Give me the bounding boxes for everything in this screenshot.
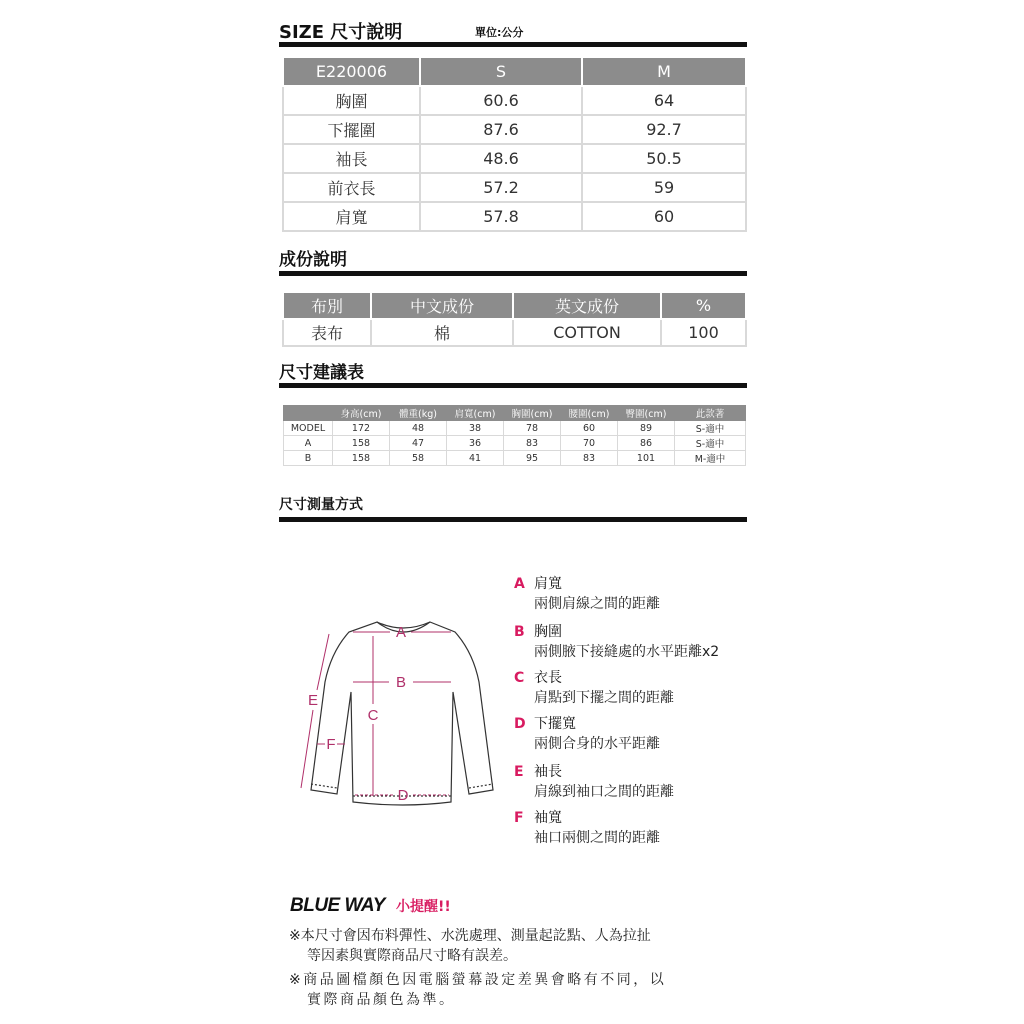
table-row	[283, 202, 746, 231]
header-cell: 此款著	[675, 406, 746, 421]
table-cell: S-適中	[675, 436, 746, 451]
table-cell: 38	[447, 421, 504, 436]
header-cell: M	[582, 57, 746, 86]
size-table-header	[283, 57, 746, 86]
suggest-section-header	[279, 358, 747, 388]
table-cell: M-適中	[675, 451, 746, 466]
legend-name: 肩寬	[534, 576, 562, 592]
legend-name: 下擺寬	[534, 716, 576, 732]
diagram-label-d: D	[397, 787, 409, 804]
table-row	[284, 436, 746, 451]
table-cell: 57.2	[420, 173, 582, 202]
table-cell: 58	[390, 451, 447, 466]
reminder-note-1: ※本尺寸會因布料彈性、水洗處理、測量起訖點、人為拉扯	[289, 928, 651, 944]
table-cell: 胸圍	[283, 86, 420, 115]
table-cell: 92.7	[582, 115, 746, 144]
table-cell: 158	[333, 436, 390, 451]
table-cell: 47	[390, 436, 447, 451]
table-row	[283, 319, 746, 346]
table-cell: 89	[618, 421, 675, 436]
table-row	[283, 144, 746, 173]
table-cell: 48.6	[420, 144, 582, 173]
table-cell: 100	[661, 319, 746, 346]
shirt-outline	[311, 622, 493, 805]
table-row	[283, 173, 746, 202]
legend-letter: D	[514, 716, 526, 732]
legend-item-a	[514, 574, 660, 614]
size-table	[282, 56, 747, 232]
table-cell: 棉	[371, 319, 513, 346]
table-cell: 78	[504, 421, 561, 436]
material-table	[282, 291, 747, 347]
header-cell: 胸圍(cm)	[504, 406, 561, 421]
diagram-label-a: A	[395, 624, 407, 641]
header-cell: 布別	[283, 292, 371, 319]
legend-letter: E	[514, 764, 524, 780]
table-cell: 86	[618, 436, 675, 451]
legend-desc: 兩側肩線之間的距離	[534, 596, 660, 612]
header-cell: E220006	[283, 57, 420, 86]
measure-letters	[308, 624, 409, 804]
table-cell: 50.5	[582, 144, 746, 173]
table-row	[283, 86, 746, 115]
table-row	[284, 421, 746, 436]
legend-name: 胸圍	[534, 624, 562, 640]
table-cell: 70	[561, 436, 618, 451]
table-cell: 60	[582, 202, 746, 231]
legend-desc: 兩側合身的水平距離	[534, 736, 660, 752]
header-cell: 肩寬(cm)	[447, 406, 504, 421]
table-cell: 57.8	[420, 202, 582, 231]
header-cell: 體重(kg)	[390, 406, 447, 421]
unit-label: 單位:公分	[475, 26, 524, 39]
legend-item-d	[514, 714, 660, 754]
diagram-label-e: E	[307, 692, 319, 709]
table-cell: 60	[561, 421, 618, 436]
table-cell: 101	[618, 451, 675, 466]
reminder-heading	[290, 895, 451, 917]
reminder-title: 小提醒!!	[395, 899, 451, 915]
legend-letter: A	[514, 576, 525, 592]
legend-desc: 兩側腋下接縫處的水平距離x2	[534, 644, 720, 660]
material-table-header	[283, 292, 746, 319]
legend-item-b	[514, 622, 719, 662]
table-cell: 表布	[283, 319, 371, 346]
legend-desc: 袖口兩側之間的距離	[534, 830, 660, 846]
size-section-title: SIZE 尺寸說明	[279, 22, 403, 43]
table-cell: 95	[504, 451, 561, 466]
table-cell: 60.6	[420, 86, 582, 115]
table-cell: 158	[333, 451, 390, 466]
suggest-table	[283, 405, 746, 466]
header-cell: 腰圍(cm)	[561, 406, 618, 421]
legend-desc: 肩線到袖口之間的距離	[534, 784, 674, 800]
table-cell: 前衣長	[283, 173, 420, 202]
legend-name: 衣長	[534, 670, 562, 686]
table-cell: 64	[582, 86, 746, 115]
legend-letter: C	[514, 670, 525, 686]
table-cell: 下擺圍	[283, 115, 420, 144]
diagram-label-c: C	[367, 707, 379, 724]
legend-name: 袖長	[534, 764, 562, 780]
size-section-header	[279, 18, 747, 47]
table-row	[283, 115, 746, 144]
material-section-header	[279, 245, 747, 276]
table-cell: A	[284, 436, 333, 451]
table-row	[284, 451, 746, 466]
header-cell: %	[661, 292, 746, 319]
table-cell: 87.6	[420, 115, 582, 144]
legend-desc: 肩點到下擺之間的距離	[534, 690, 674, 706]
table-cell: 48	[390, 421, 447, 436]
table-cell: 36	[447, 436, 504, 451]
legend-item-e	[514, 762, 674, 802]
table-cell: 59	[582, 173, 746, 202]
legend-item-c	[514, 668, 674, 708]
diagram-label-f: F	[326, 736, 336, 753]
legend-name: 袖寬	[534, 810, 562, 826]
legend-letter: F	[514, 810, 524, 826]
measure-section-title: 尺寸測量方式	[279, 497, 363, 513]
suggest-section-title: 尺寸建議表	[279, 363, 364, 383]
reminder-note-4: 實際商品顏色為準。	[307, 992, 456, 1008]
measure-section-header	[279, 494, 747, 522]
brand-logo: BLUE WAY	[290, 895, 385, 916]
table-cell: 41	[447, 451, 504, 466]
garment-diagram	[293, 612, 503, 812]
header-cell: 身高(cm)	[333, 406, 390, 421]
table-cell: 袖長	[283, 144, 420, 173]
legend-item-f	[514, 808, 660, 848]
reminder-note-3: ※商品圖檔顏色因電腦螢幕設定差異會略有不同，以	[289, 972, 667, 988]
reminder-note-2: 等因素與實際商品尺寸略有誤差。	[307, 948, 517, 964]
table-cell: 172	[333, 421, 390, 436]
table-cell: 83	[504, 436, 561, 451]
legend-letter: B	[514, 624, 525, 640]
suggest-table-header	[284, 406, 746, 421]
table-cell: B	[284, 451, 333, 466]
diagram-label-b: B	[395, 674, 407, 691]
header-cell: S	[420, 57, 582, 86]
table-cell: 83	[561, 451, 618, 466]
table-cell: COTTON	[513, 319, 661, 346]
header-cell: 英文成份	[513, 292, 661, 319]
table-cell: S-適中	[675, 421, 746, 436]
header-cell: 臀圍(cm)	[618, 406, 675, 421]
table-cell: 肩寬	[283, 202, 420, 231]
header-cell: 中文成份	[371, 292, 513, 319]
table-cell: MODEL	[284, 421, 333, 436]
material-section-title: 成份說明	[279, 250, 347, 270]
header-cell	[284, 406, 333, 421]
